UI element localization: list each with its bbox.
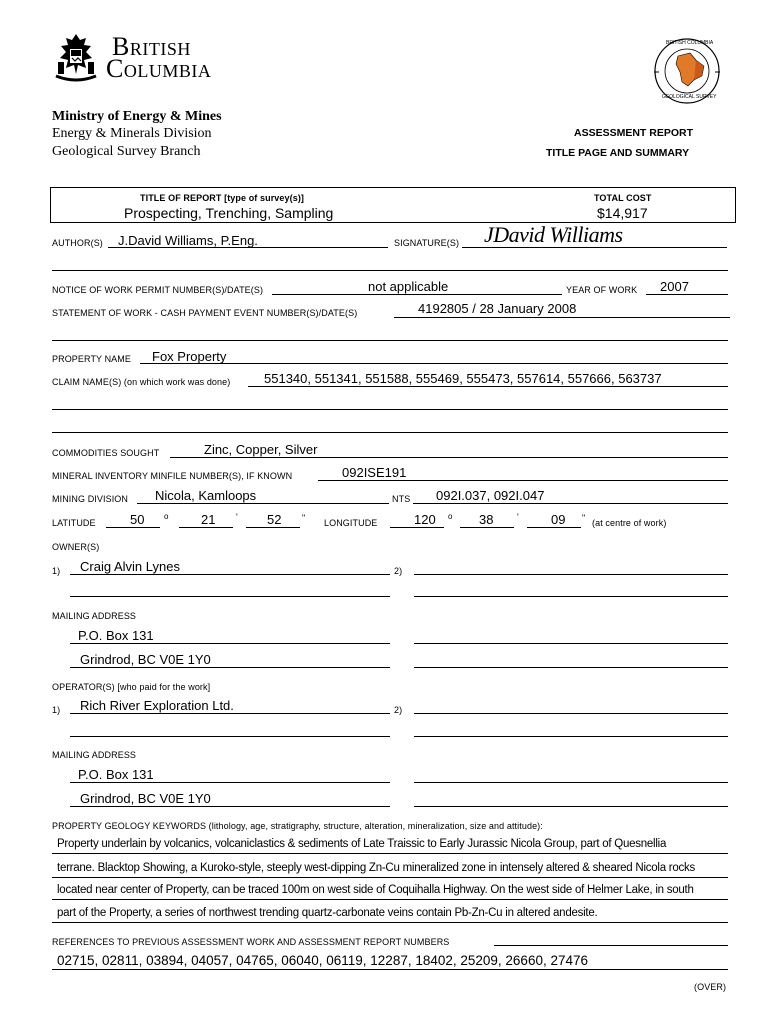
mining-division-value: Nicola, Kamloops [155, 488, 257, 503]
report-title: ASSESSMENT REPORT [574, 127, 694, 139]
geology-rule-2 [52, 877, 728, 878]
operator-1-value: Rich River Exploration Ltd. [80, 698, 234, 713]
title-of-report-value: Prospecting, Trenching, Sampling [124, 205, 334, 221]
owners-label: OWNER(S) [52, 542, 100, 552]
operator-address-right-2 [414, 806, 728, 807]
lat-sec-symbol: " [302, 513, 306, 523]
operator-1-extra-line [70, 736, 390, 737]
blank-line-4 [52, 432, 728, 433]
geology-line-3: located near center of Property, can be traced 100m on west side of Coquihalla Highway. On the west side of Helmer Lake, in south [57, 884, 694, 896]
nts-label: NTS [392, 494, 411, 504]
operator-1-line [70, 713, 390, 714]
minfile-value: 092ISE191 [342, 465, 407, 480]
operator-2-line [414, 713, 728, 714]
statement-label: STATEMENT OF WORK - CASH PAYMENT EVENT NUMBER(S)/DATE(S) [52, 308, 358, 318]
mining-division-label: MINING DIVISION [52, 494, 129, 504]
ministry-name: Ministry of Energy & Mines [52, 109, 222, 124]
owner-address-right-1 [414, 643, 728, 644]
operator-1-number: 1) [52, 705, 61, 715]
property-label: PROPERTY NAME [52, 354, 131, 364]
claim-value: 551340, 551341, 551588, 555469, 555473, 557614, 557666, 563737 [264, 371, 662, 386]
lon-deg-line [390, 527, 444, 528]
owner-address-line1: P.O. Box 131 [78, 628, 154, 643]
author-line [108, 247, 388, 248]
latitude-label: LATITUDE [52, 518, 96, 528]
author-value: J.David Williams, P.Eng. [118, 233, 258, 248]
geology-line-4: part of the Property, a series of northwest trending quartz-carbonate veins contain Pb-Zn-Cu in altered andesite. [57, 907, 598, 919]
lon-sec-line [527, 527, 581, 528]
lon-min-symbol: ' [517, 512, 519, 522]
signature-label: SIGNATURE(S) [394, 238, 460, 248]
lat-sec-line [246, 527, 300, 528]
brand-name-line2: Columbia [106, 54, 212, 83]
owner-address-line1-rule [70, 643, 390, 644]
owner-mailing-label: MAILING ADDRESS [52, 611, 137, 621]
brand-name-line1: British [112, 32, 191, 61]
notice-value: not applicable [368, 279, 449, 294]
commodities-value: Zinc, Copper, Silver [204, 442, 318, 457]
claim-line [248, 386, 728, 387]
notice-line [272, 294, 562, 295]
references-label-line [494, 945, 728, 946]
owner-1-value: Craig Alvin Lynes [80, 559, 180, 574]
title-of-report-label: TITLE OF REPORT [type of survey(s)] [140, 193, 305, 203]
minfile-label: MINERAL INVENTORY MINFILE NUMBER(S), IF KNOWN [52, 471, 293, 481]
blank-line-3 [52, 409, 728, 410]
lat-deg-line [106, 527, 160, 528]
owner-2-extra-line [414, 596, 728, 597]
seal-text-bottom: GEOLOGICAL SURVEY [662, 94, 717, 100]
latitude-degrees: 50 [130, 512, 145, 527]
division-name: Energy & Minerals Division [52, 126, 212, 141]
geology-rule-4 [52, 922, 728, 923]
references-value: 02715, 02811, 03894, 04057, 04765, 06040, 06119, 12287, 18402, 25209, 26660, 27476 [57, 953, 588, 968]
property-line [140, 363, 728, 364]
operator-2-number: 2) [394, 705, 403, 715]
commodities-line [170, 457, 728, 458]
total-cost-value: $14,917 [597, 205, 648, 221]
owner-1-extra-line [70, 596, 390, 597]
owner-1-line [70, 574, 390, 575]
owner-address-line2: Grindrod, BC V0E 1Y0 [80, 652, 211, 667]
lat-deg-symbol: o [164, 512, 169, 521]
owner-address-right-2 [414, 667, 728, 668]
geology-rule-3 [52, 899, 728, 900]
statement-value: 4192805 / 28 January 2008 [418, 301, 577, 316]
operator-address-line1: P.O. Box 131 [78, 767, 154, 782]
references-rule [52, 969, 728, 970]
year-label: YEAR OF WORK [566, 285, 638, 295]
geology-keywords-label: PROPERTY GEOLOGY KEYWORDS (lithology, age, stratigraphy, structure, alteration, mineralization, size and attitude): [52, 821, 543, 831]
longitude-seconds: 09 [551, 512, 566, 527]
lon-min-line [460, 527, 514, 528]
owner-1-number: 1) [52, 566, 61, 576]
claim-label: CLAIM NAME(S) (on which work was done) [52, 377, 231, 387]
blank-line-1 [52, 270, 728, 271]
bc-crest-logo [50, 32, 102, 84]
total-cost-label: TOTAL COST [594, 193, 652, 203]
operator-mailing-label: MAILING ADDRESS [52, 750, 137, 760]
mining-division-line [137, 503, 389, 504]
longitude-minutes: 38 [479, 512, 494, 527]
notice-label: NOTICE OF WORK PERMIT NUMBER(S)/DATE(S) [52, 285, 264, 295]
geology-line-2: terrane. Blacktop Showing, a Kuroko-style, steeply west-dipping Zn-Cu mineralized zone in intensely altered & sheared Nicola rocks [57, 862, 696, 874]
lon-sec-symbol: " [582, 513, 586, 523]
owner-2-line [414, 574, 728, 575]
operator-address-line2: Grindrod, BC V0E 1Y0 [80, 791, 211, 806]
over-note: (OVER) [694, 982, 727, 992]
latitude-seconds: 52 [267, 512, 282, 527]
year-value: 2007 [660, 279, 689, 294]
statement-line [394, 317, 730, 318]
author-label: AUTHOR(S) [52, 238, 103, 248]
operator-2-extra-line [414, 736, 728, 737]
centre-of-work-note: (at centre of work) [592, 518, 667, 528]
owner-2-number: 2) [394, 566, 403, 576]
owner-address-line2-rule [70, 667, 390, 668]
minfile-line [318, 480, 728, 481]
geology-rule-1 [52, 853, 728, 854]
lon-deg-symbol: o [448, 512, 453, 521]
geology-line-1: Property underlain by volcanics, volcaniclastics & sediments of Late Traissic to Early Jurassic Nicola Group, part of Quesnellia [57, 838, 667, 850]
seal-text-top: BRITISH COLUMBIA [666, 40, 714, 46]
latitude-minutes: 21 [201, 512, 216, 527]
year-line [646, 294, 728, 295]
signature-line [462, 247, 727, 248]
operator-address-line1-rule [70, 782, 390, 783]
property-value: Fox Property [152, 349, 227, 364]
longitude-label: LONGITUDE [324, 518, 378, 528]
longitude-degrees: 120 [414, 512, 436, 527]
blank-line-2 [52, 340, 728, 341]
commodities-label: COMMODITIES SOUGHT [52, 448, 160, 458]
operator-address-right-1 [414, 782, 728, 783]
operators-label: OPERATOR(S) [who paid for the work] [52, 682, 211, 692]
lat-min-line [179, 527, 233, 528]
nts-value: 092I.037, 092I.047 [436, 488, 545, 503]
lat-min-symbol: ' [236, 512, 238, 522]
references-label: REFERENCES TO PREVIOUS ASSESSMENT WORK AND ASSESSMENT REPORT NUMBERS [52, 937, 450, 947]
nts-line [413, 503, 728, 504]
signature-value: JDavid Williams [484, 222, 623, 247]
operator-address-line2-rule [70, 806, 390, 807]
branch-name: Geological Survey Branch [52, 144, 201, 159]
report-subtitle: TITLE PAGE AND SUMMARY [546, 147, 690, 159]
